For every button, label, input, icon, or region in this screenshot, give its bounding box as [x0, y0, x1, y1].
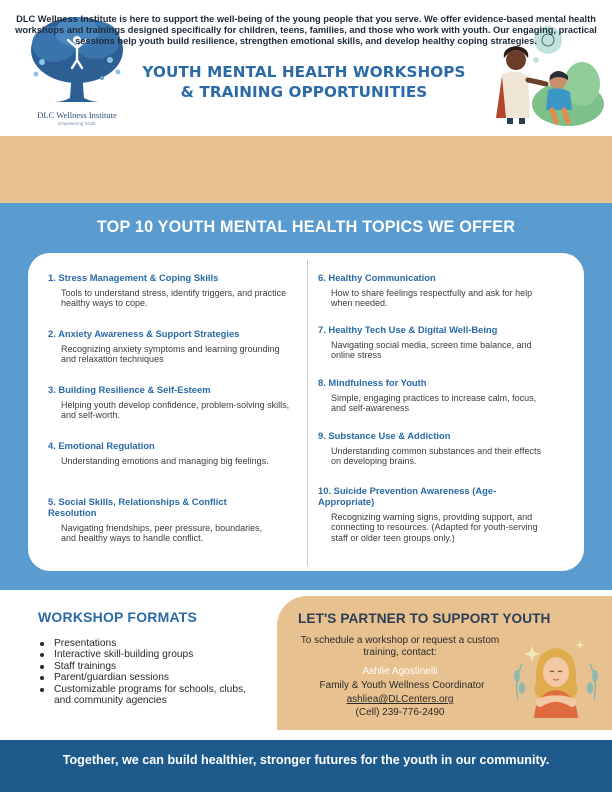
topic-description: Understanding common substances and their effects on developing brains.	[331, 446, 541, 467]
intro-band	[0, 136, 612, 203]
topic-description: Helping youth develop confidence, problem-solving skills, and self-worth.	[61, 400, 290, 421]
page-title	[118, 62, 490, 102]
list-item: Customizable programs for schools, clubs, and community agencies	[38, 684, 248, 707]
topic-item	[318, 377, 550, 414]
topic-description: Navigating social media, screen time balance, and online stress	[331, 340, 532, 361]
formats-list	[38, 638, 248, 706]
formats-title: WORKSHOP FORMATS	[38, 609, 198, 625]
logo-tagline: Empowering Youth	[58, 121, 96, 126]
topic-description: Simple, engaging practices to increase calm, focus, and self-awareness	[331, 393, 537, 414]
topic-heading: 9. Substance Use & Addiction	[318, 430, 451, 441]
footer-text: Together, we can build healthier, stronger futures for the youth in our community.	[62, 753, 550, 767]
topic-description: Recognizing warning signs, providing support, and connecting to resources. (Adapted for youth-serving staff or older teen groups only.)	[331, 512, 538, 543]
topic-item	[48, 440, 294, 466]
topic-heading: 2. Anxiety Awareness & Support Strategies	[48, 328, 240, 339]
list-item: Interactive skill-building groups	[38, 649, 248, 660]
topic-heading: 3. Building Resilience & Self-Esteem	[48, 384, 211, 395]
topic-heading: 1. Stress Management & Coping Skills	[48, 272, 219, 283]
topic-item	[48, 496, 276, 544]
column-divider	[307, 260, 308, 566]
title-line-1: YOUTH MENTAL HEALTH WORKSHOPS	[142, 63, 466, 81]
topic-heading: 7. Healthy Tech Use & Digital Well-Being	[318, 324, 498, 335]
partner-intro: To schedule a workshop or request a custom training, contact:	[300, 635, 500, 658]
topic-description: Navigating friendships, peer pressure, boundaries, and healthy ways to handle conflict.	[61, 523, 263, 544]
title-line-2: & TRAINING OPPORTUNITIES	[180, 83, 428, 101]
partner-title: LET'S PARTNER TO SUPPORT YOUTH	[298, 611, 551, 626]
topic-heading: 8. Mindfulness for Youth	[318, 377, 427, 388]
topic-item	[48, 384, 294, 421]
topic-item	[48, 272, 294, 309]
topic-heading: 6. Healthy Communication	[318, 272, 436, 283]
list-item: Staff trainings	[38, 661, 248, 672]
topic-heading: 4. Emotional Regulation	[48, 440, 155, 451]
topic-item	[318, 485, 550, 543]
topic-item	[318, 324, 550, 361]
topic-description: Tools to understand stress, identify triggers, and practice healthy ways to cope.	[61, 288, 287, 309]
list-item: Presentations	[38, 638, 248, 649]
topic-description: How to share feelings respectfully and ask for help when needed.	[331, 288, 533, 309]
topic-item	[318, 430, 550, 467]
logo-name: DLC Wellness Institute	[37, 110, 117, 120]
topic-item	[48, 328, 294, 365]
topics-title: TOP 10 YOUTH MENTAL HEALTH TOPICS WE OFFER	[96, 218, 516, 236]
intro-text: DLC Wellness Institute is here to support the well-being of the young people that you serve. We offer evidence-based mental health workshops and trainings designed specifically for children, teens, families, and those who work with youth. Our engaging, practical sessions help youth build resilience, strengthen emotional skills, and develop healthy coping strategies.	[15, 14, 597, 47]
contact-role: Family & Youth Wellness Coordinator	[319, 680, 485, 691]
self-hug-girl-illustration	[510, 630, 602, 722]
topic-heading: 5. Social Skills, Relationships & Conflict Resolution	[48, 496, 227, 518]
topic-item	[318, 272, 550, 309]
contact-email-link[interactable]: ashliea@DLCenters.org	[346, 694, 454, 705]
contact-phone: (Cell) 239-776-2490	[355, 707, 445, 718]
contact-name: Ashlie Agostinelli	[362, 666, 438, 677]
topic-description: Recognizing anxiety symptoms and learning grounding and relaxation techniques	[61, 344, 280, 365]
list-item: Parent/guardian sessions	[38, 672, 248, 683]
topic-heading: 10. Suicide Prevention Awareness (Age-Appropriate)	[318, 485, 497, 507]
topic-description: Understanding emotions and managing big feelings.	[61, 456, 269, 466]
